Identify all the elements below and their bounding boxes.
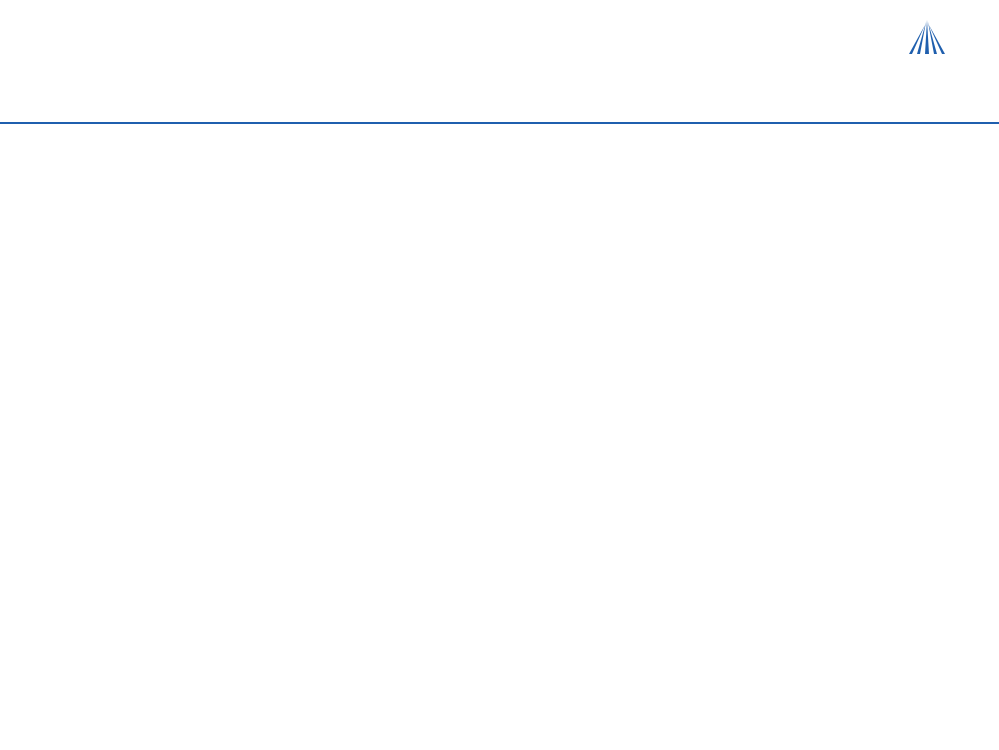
pyramid-logo-icon <box>907 20 947 54</box>
company-logo <box>861 20 991 70</box>
year-header-row <box>0 104 999 124</box>
